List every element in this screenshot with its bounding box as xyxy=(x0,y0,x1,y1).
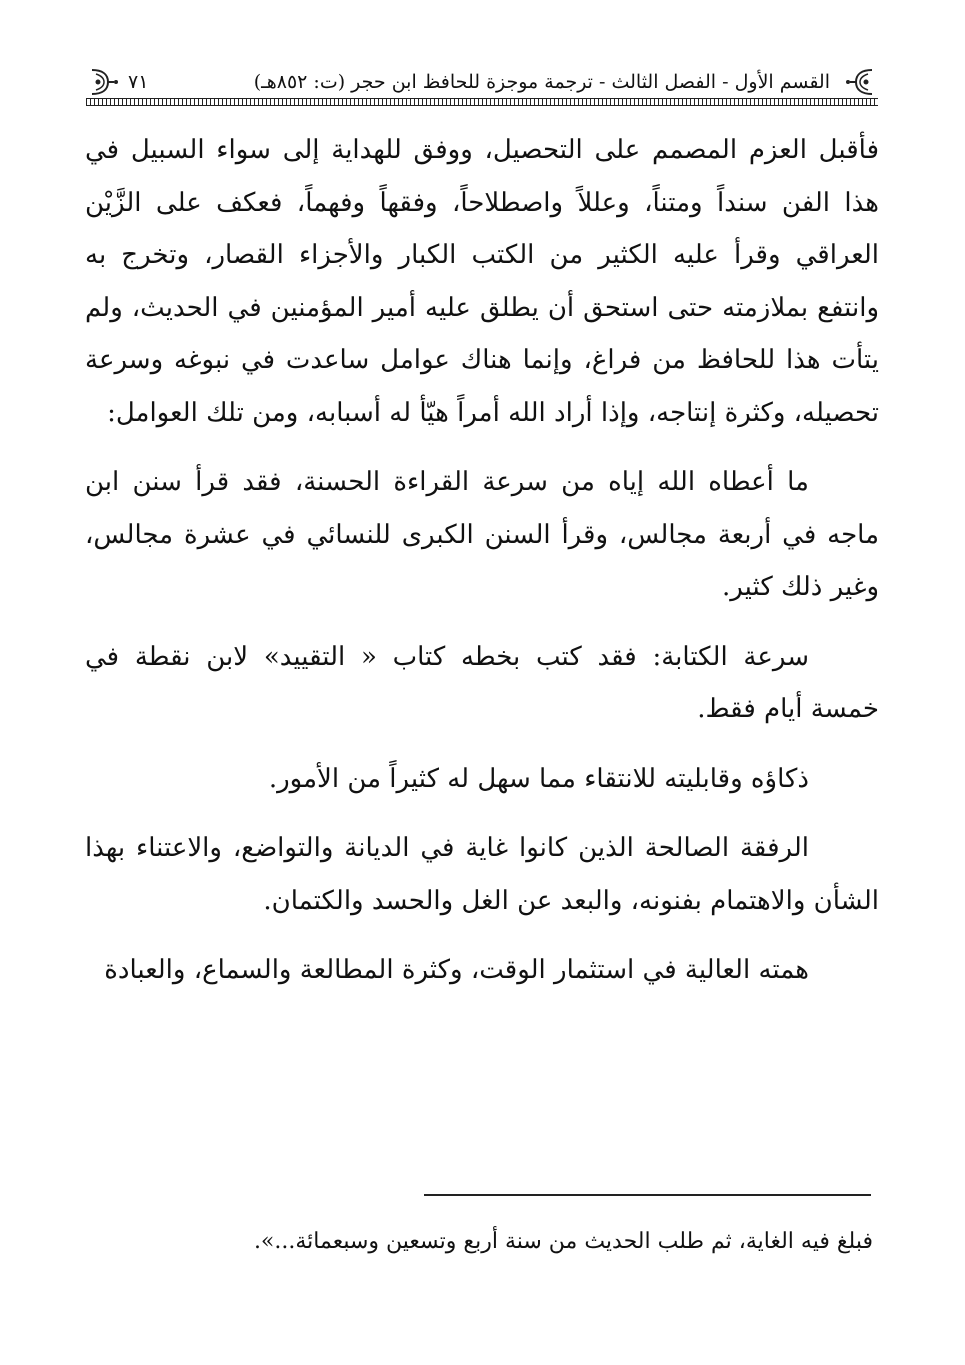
main-text xyxy=(85,124,879,997)
footnote: فبلغ فيه الغاية، ثم طلب الحديث من سنة أربع وتسعين وسبعمائة...». xyxy=(253,1229,873,1254)
ornament-left-icon xyxy=(86,64,122,100)
page-number: ٧١ xyxy=(128,71,149,93)
paragraph: الرفقة الصالحة الذين كانوا غاية في الديانة والتواضع، والاعتناء بهذا الشأن والاهتمام بفنونه، والبعد عن الغل والحسد والكتمان. xyxy=(85,833,879,916)
paragraph: ذكاؤه وقابليته للانتقاء مما سهل له كثيراً من الأمور. xyxy=(268,763,809,794)
footnote-separator xyxy=(424,1194,871,1196)
paragraph: همته العالية في استثمار الوقت، وكثرة المطالعة والسماع، والعبادة xyxy=(104,955,809,985)
header-title: القسم الأول - الفصل الثالث - ترجمة موجزة للحافظ ابن حجر (ت: ٨٥٢هـ) xyxy=(253,71,830,93)
paragraph: سرعة الكتابة: فقد كتب بخطه كتاب « التقييد» لابن نقطة في خمسة أيام فقط. xyxy=(85,641,879,724)
paragraph: ما أعطاه الله إياه من سرعة القراءة الحسنة، فقد قرأ سنن ابن ماجه في أربعة مجالس، وقرأ السنن الكبرى للنسائي في عشرة مجالس، وغير ذلك كثير. xyxy=(85,467,879,602)
header-rule xyxy=(86,98,878,106)
ornament-right-icon xyxy=(842,64,878,100)
paragraph: فأقبل العزم المصمم على التحصيل، ووفق للهداية إلى سواء السبيل في هذا الفن سنداً ومتناً، وعللاً واصطلاحاً، وفقهاً وفهماً، فعكف على الزَّيْن العراقي وقرأ عليه الكثير من الكتب الكبار والأجزاء القصار، وتخرج به وانتفع بملازمته حتى استحق أن يطلق عليه أمير المؤمنين في الحديث، ولم يتأت هذا للحافظ من فراغ، وإنما هناك عوامل ساعدت في نبوغه وسرعة تحصيله، وكثرة إنتاجه، وإذا أراد الله أمراً هيّأ له أسبابه، ومن تلك العوامل: xyxy=(85,135,879,428)
